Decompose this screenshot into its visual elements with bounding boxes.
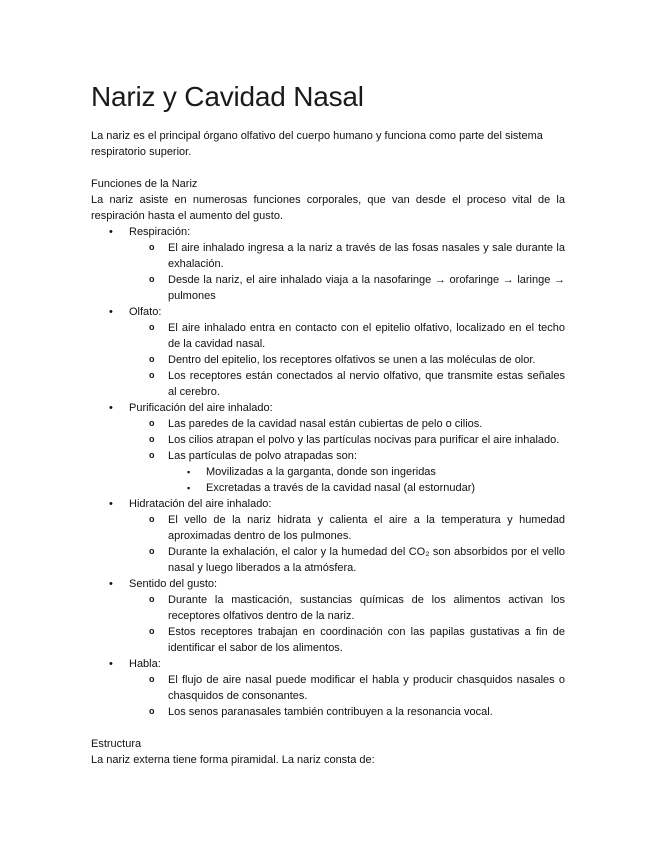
sublist-item: o Los cilios atrapan el polvo y las partículas nocivas para purificar el aire inhalado. xyxy=(129,432,565,448)
list-item-gusto xyxy=(91,576,565,656)
funciones-list xyxy=(91,224,565,720)
sublist xyxy=(129,320,565,400)
sublist-item: o El aire inhalado ingresa a la nariz a través de las fosas nasales y sale durante la exhalación. xyxy=(129,240,565,272)
sublist xyxy=(129,240,565,304)
sublist-item: o El vello de la nariz hidrata y calienta el aire a la temperatura y humedad aproximadas dentro de los pulmones. xyxy=(129,512,565,544)
list-item-hidratacion xyxy=(91,496,565,576)
sublist-item: o Las paredes de la cavidad nasal están cubiertas de pelo o cilios. xyxy=(129,416,565,432)
sublist-item xyxy=(129,448,565,496)
sublist-item: o Durante la exhalación, el calor y la humedad del CO₂ son absorbidos por el vello nasal y luego liberados a la atmósfera. xyxy=(129,544,565,576)
sublist-item: o El aire inhalado entra en contacto con el epitelio olfativo, localizado en el techo de la cavidad nasal. xyxy=(129,320,565,352)
sublist-item-text: Las partículas de polvo atrapadas son: xyxy=(168,450,357,462)
sublist-item: o Los senos paranasales también contribuyen a la resonancia vocal. xyxy=(129,704,565,720)
estructura-lead: La nariz externa tiene forma piramidal. La nariz consta de: xyxy=(91,754,375,766)
sublist xyxy=(129,592,565,656)
item-label: Purificación del aire inhalado: xyxy=(129,402,273,414)
sublist xyxy=(129,672,565,720)
list-item-purificacion xyxy=(91,400,565,496)
spacer xyxy=(91,720,565,736)
sublist-item: o Los receptores están conectados al nervio olfativo, que transmite estas señales al cerebro. xyxy=(129,368,565,400)
sublist-item: o Desde la nariz, el aire inhalado viaja a la nasofaringe → orofaringe → laringe → pulmones xyxy=(129,272,565,304)
item-label: Habla: xyxy=(129,658,161,670)
item-label: Sentido del gusto: xyxy=(129,578,218,590)
sub-sublist-item: ▪ Movilizadas a la garganta, donde son ingeridas xyxy=(168,464,565,480)
section-heading-estructura: Estructura xyxy=(91,738,142,750)
list-item-respiracion xyxy=(91,224,565,304)
list-item-habla xyxy=(91,656,565,720)
item-label: Respiración: xyxy=(129,226,191,238)
sublist xyxy=(129,416,565,496)
item-label: Hidratación del aire inhalado: xyxy=(129,498,272,510)
list-item-olfato xyxy=(91,304,565,400)
section-heading-funciones: Funciones de la Nariz xyxy=(91,178,198,190)
sublist xyxy=(129,512,565,576)
page-title: Nariz y Cavidad Nasal xyxy=(91,81,364,112)
intro-paragraph: La nariz es el principal órgano olfativo del cuerpo humano y funciona como parte del sistema respiratorio superior. xyxy=(91,130,543,158)
sublist-item: o El flujo de aire nasal puede modificar el habla y producir chasquidos nasales o chasquidos de consonantes. xyxy=(129,672,565,704)
sublist-item: o Estos receptores trabajan en coordinación con las papilas gustativas a fin de identificar el sabor de los alimentos. xyxy=(129,624,565,656)
sub-sublist xyxy=(168,464,565,496)
sublist-item: o Durante la masticación, sustancias químicas de los alimentos activan los receptores olfativos dentro de la nariz. xyxy=(129,592,565,624)
sublist-item: o Dentro del epitelio, los receptores olfativos se unen a las moléculas de olor. xyxy=(129,352,565,368)
sub-sublist-item: ▪ Excretadas a través de la cavidad nasal (al estornudar) xyxy=(168,480,565,496)
funciones-lead: La nariz asiste en numerosas funciones corporales, que van desde el proceso vital de la respiración hasta el aumento del gusto. xyxy=(91,194,565,222)
item-label: Olfato: xyxy=(129,306,162,318)
